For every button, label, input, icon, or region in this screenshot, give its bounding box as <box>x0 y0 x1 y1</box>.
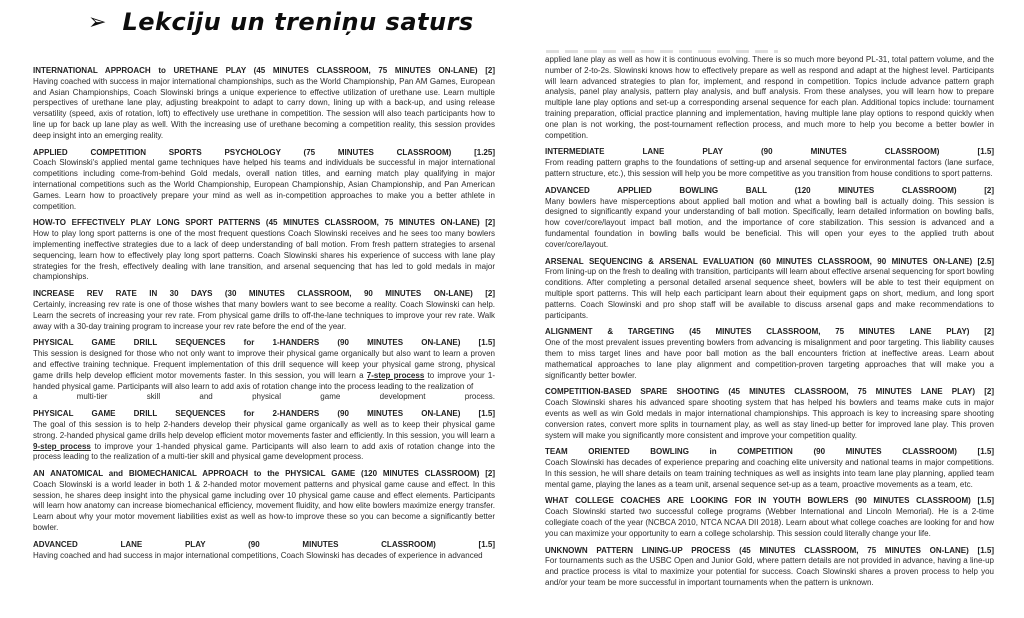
section-heading: INTERNATIONAL APPROACH to URETHANE PLAY (45 MINUTES CLASSROOM, 75 MINUTES ON-LANE) [2] <box>33 66 495 75</box>
section-increase-rev-rate <box>33 289 495 332</box>
section-body: From reading pattern graphs to the foundations of setting-up and arsenal sequence for environmental factors (lane surface, pattern structure, etc.), this session will help you be more competitive as you transition from house conditions to sport patterns. <box>545 158 994 178</box>
section-advanced-lane-play-continuation <box>545 55 994 141</box>
section-applied-sports-psychology <box>33 148 495 213</box>
page-title-text: Lekciju un treniņu saturs <box>122 8 474 36</box>
section-spare-shooting <box>545 387 994 441</box>
section-heading: ADVANCED APPLIED BOWLING BALL (120 MINUTES CLASSROOM) [2] <box>545 185 994 195</box>
section-long-sport-patterns <box>33 218 495 283</box>
section-body-stretched-line: a multi-tier skill and physical game development process. <box>33 392 495 402</box>
section-body: Coach Slowinski shares his advanced spare shooting system that has helped his bowlers and teams make cuts in major events as well as win Gold medals in major international championships. This approach is key to increasing spare shooting conversion rates, convert more splits in tournament play, as well as stay lined-up better for improved lane play. This proven system will make you significantly more consistent and improve your competition quality. <box>545 398 994 440</box>
section-anatomical-biomechanical <box>33 469 495 534</box>
section-body: Coach Slowinski is a world leader in both 1 & 2-handed motor movement patterns and physical game cause and effect. In this session, he shares deep insight into the physical game including over 10 physical game cause and effect elements. Participants will learn how anatomy can increase biomechanical efficiency, movement fluidity, and how elite bowlers maximize energy transfer. Learn about why your motor movement liabilities exist as well as how-to improve these so you can become a significantly better bowler. <box>33 479 495 533</box>
section-body: One of the most prevalent issues preventing bowlers from advancing is misalignment and poor targeting. This liability causes them to miss target lines and have poor ball motion as the ball encounters friction at ineffective areas. Learn about mathematical approaches to lane play alignment and competition-proven targeting approaches that will make you a significantly better bowler. <box>545 338 994 380</box>
emphasized-text: 7-step process <box>366 370 425 380</box>
body-text: to improve your 1-handed physical game. Participants will also learn to add axis of rotation change into the process leading to the realization of a multi-tier skill and physical game development process. <box>33 441 495 462</box>
section-heading: PHYSICAL GAME DRILL SEQUENCES for 1-HANDERS (90 MINUTES ON-LANE) [1.5] <box>33 338 495 348</box>
section-body: applied lane play as well as how it is continuous evolving. There is so much more beyond PL-31, total pattern volume, and the number of 2-to-2s. Slowinski knows how to effectively prepare as well as respond and adapt at the highest level. Participants will learn advanced strategies to plan for, implement, and respond in competition. Topics include advance pattern graph analysis, panel play analysis, pattern play analysis, and buff analysis. From these analyses, you will learn how to prepare multiple lane play options and set-up a corresponding arsenal sequence for each plan. Additional topics include: tournament training preparation, official practice planning and implementation, having multiple lane play options to respond quickly when one plan is not working, the post-tournament reflection process, and much more to help you become a better bowler in competition. <box>545 55 994 140</box>
section-alignment-targeting <box>545 327 994 381</box>
section-heading: ALIGNMENT & TARGETING (45 MINUTES CLASSROOM, 75 MINUTES LANE PLAY) [2] <box>545 327 994 337</box>
section-heading: ADVANCED LANE PLAY (90 MINUTES CLASSROOM) [1.5] <box>33 539 495 549</box>
section-international-urethane <box>33 66 495 142</box>
section-heading: COMPETITION-BASED SPARE SHOOTING (45 MINUTES CLASSROOM, 75 MINUTES LANE PLAY) [2] <box>545 387 994 397</box>
section-drill-sequences-1handers <box>33 338 495 403</box>
section-arsenal-sequencing <box>545 257 994 322</box>
section-college-coaches <box>545 496 994 539</box>
section-body <box>33 349 495 392</box>
section-heading: INCREASE REV RATE IN 30 DAYS (30 MINUTES CLASSROOM, 90 MINUTES ON-LANE) [2] <box>33 289 495 299</box>
section-heading: PHYSICAL GAME DRILL SEQUENCES for 2-HANDERS (90 MINUTES ON-LANE) [1.5] <box>33 409 495 419</box>
section-advanced-lane-play <box>33 540 495 562</box>
section-heading: AN ANATOMICAL and BIOMECHANICAL APPROACH to the PHYSICAL GAME (120 MINUTES CLASSROOM) [2] <box>33 469 495 479</box>
section-body: Coach Slowinski's applied mental game techniques have helped his teams and individuals be successful in major international competitions including come-from-behind Gold medals, overall nation titles, and earning match play qualifying in major international competitions such as the World Championship, European Championship, Asian Championship, and Pan American Games. Learn how to proactively prepare your mind as well as in-competition approaches to make you a better athlete in competition. <box>33 158 495 211</box>
section-intermediate-lane-play <box>545 147 994 179</box>
section-body: Coach Slowinski has decades of experience preparing and coaching elite university and national teams in major competitions. In this session, he will share details on team training techniques as well as insights into team lane play planning, applied team mental game, playing the lanes as a team unit, arsenal sequence set-up as a team, proactive movements as a team, etc. <box>545 458 994 489</box>
section-heading: INTERMEDIATE LANE PLAY (90 MINUTES CLASSROOM) [1.5] <box>545 147 994 157</box>
arrow-bullet-icon: ➢ <box>88 10 107 35</box>
section-heading: ARSENAL SEQUENCING & ARSENAL EVALUATION (60 MINUTES CLASSROOM, 90 MINUTES ON-LANE) [2.5] <box>545 256 994 266</box>
body-text: to improve your 1-handed physical game. Participants will also learn to add axis of rotation change into the process leading to the realization of <box>33 370 495 391</box>
section-heading: WHAT COLLEGE COACHES ARE LOOKING FOR IN YOUTH BOWLERS (90 MINUTES CLASSROOM) [1.5] <box>545 496 994 506</box>
section-body: Coach Slowinski started two successful college programs (Webber International and Lincoln Memorial). He is a 2-time collegiate coach of the year (NCBCA 2010, NTCA NCAA DII 2018). Learn about what college coaches are looking for and how you can maximize your opportunity to earn a college scholarship. This session could literally change your life. <box>545 507 994 538</box>
section-body: Certainly, increasing rev rate is one of those wishes that many bowlers want to see become a reality. Coach Slowinski can help. Learn the secrets of increasing your rev rate. From physical game drills to off-the-lane techniques to improve your rev rate. Walk away with a 30-day training program to increase your rev rate before the end of the year. <box>33 299 495 331</box>
left-column <box>33 66 495 616</box>
cropped-text-artifact <box>546 50 778 53</box>
page-title <box>88 8 474 36</box>
section-body: Having coached with success in major international championships, such as the World Championship, Pan AM Games, European and Asian Championships, Coach Slowinski brings a unique experience to effective utilization of urethane use. Learn multiple perspectives of urethane lane play, adjusting breakpoint to adapt to carry down, lining up with a back-up, and using release versatility (speed, axis of rotation, loft) to effectively use urethane in competition. The session will also teach participants how to line up for back up lane play as well. With the increasing use of urethane becoming a competition reality, this session provides deep insight into an emerging reality. <box>33 76 495 140</box>
section-drill-sequences-2handers <box>33 409 495 463</box>
right-column <box>545 55 994 617</box>
section-body: How to play long sport patterns is one of the most frequent questions Coach Slowinski receives and he sees too many bowlers implementing ineffective strategies due to a lack of deep understanding of ball motion. From fresh pattern strategies to arsenal sequencing, learn how to effectively play long sport patterns. Coach Slowinski shares his experience of success with lane play strategies for the fresh, effectively dealing with lane transition, and arsenal sequencing that has led to gold medals in major championships. <box>33 229 495 282</box>
section-heading: HOW-TO EFFECTIVELY PLAY LONG SPORT PATTERNS (45 MINUTES CLASSROOM, 75 MINUTES ON-LANE) [2] <box>33 218 495 228</box>
section-body: Having coached and had success in major international competitions, Coach Slowinski has decades of experience in advanced <box>33 550 483 560</box>
section-heading: UNKNOWN PATTERN LINING-UP PROCESS (45 MINUTES CLASSROOM, 75 MINUTES ON-LANE) [1.5] <box>545 545 994 555</box>
section-body: For tournaments such as the USBC Open and Junior Gold, where pattern details are not provided in advance, having a line-up and practice process is vital to maximize your potential for success. Coach Slowinski shares a proven process to help you and/or your team be more successful in important tournaments when the pattern is unknown. <box>545 556 994 588</box>
section-heading: TEAM ORIENTED BOWLING in COMPETITION (90 MINUTES CLASSROOM) [1.5] <box>545 447 994 457</box>
body-text: The goal of this session is to help 2-handers develop their physical game organically as well as to keep their physical game strong. 2-handed physical game drills help develop efficient motor movements faster and efficiently. In this session, you will learn a <box>33 419 495 440</box>
body-text: This session is designed for those who not only want to improve their physical game organically but also want to learn a proven and effective training technique. Frequent implementation of this drill sequence will keep your physical game strong, physical game drills help develop efficient motor movements faster. In this session, you will learn a <box>33 349 495 380</box>
section-unknown-pattern-lineup <box>545 546 994 589</box>
section-advanced-applied-bowling-ball <box>545 186 994 251</box>
section-body: From lining-up on the fresh to dealing with transition, participants will learn about effective arsenal sequencing for sport bowling conditions. After completing a personal detailed arsenal sequence sheet, bowlers will be able to test their equipment on multiple sport patterns. This will help each participant learn about their equipment gaps on short, medium, and long sport patterns. Coach Slowinski and pro shop staff will be available to discuss arsenal gaps and make recommendations to participants. <box>545 267 994 320</box>
section-body <box>33 420 495 463</box>
section-team-oriented-bowling <box>545 447 994 490</box>
section-body: Many bowlers have misperceptions about applied ball motion and what a bowling ball is actually doing. This session is designed to significantly expand your understanding of ball motion. Specifically, learn detailed information on bowling balls, how cover/core/layout impact ball motion, and the importance of core stabilization. This session is advanced and a fundamental foundation in bowling balls would be beneficial. This will open your eyes to the applied truth about cover/core/layout. <box>545 196 994 249</box>
section-heading: APPLIED COMPETITION SPORTS PSYCHOLOGY (75 MINUTES CLASSROOM) [1.25] <box>33 147 495 157</box>
emphasized-text: 9-step process <box>33 441 91 451</box>
